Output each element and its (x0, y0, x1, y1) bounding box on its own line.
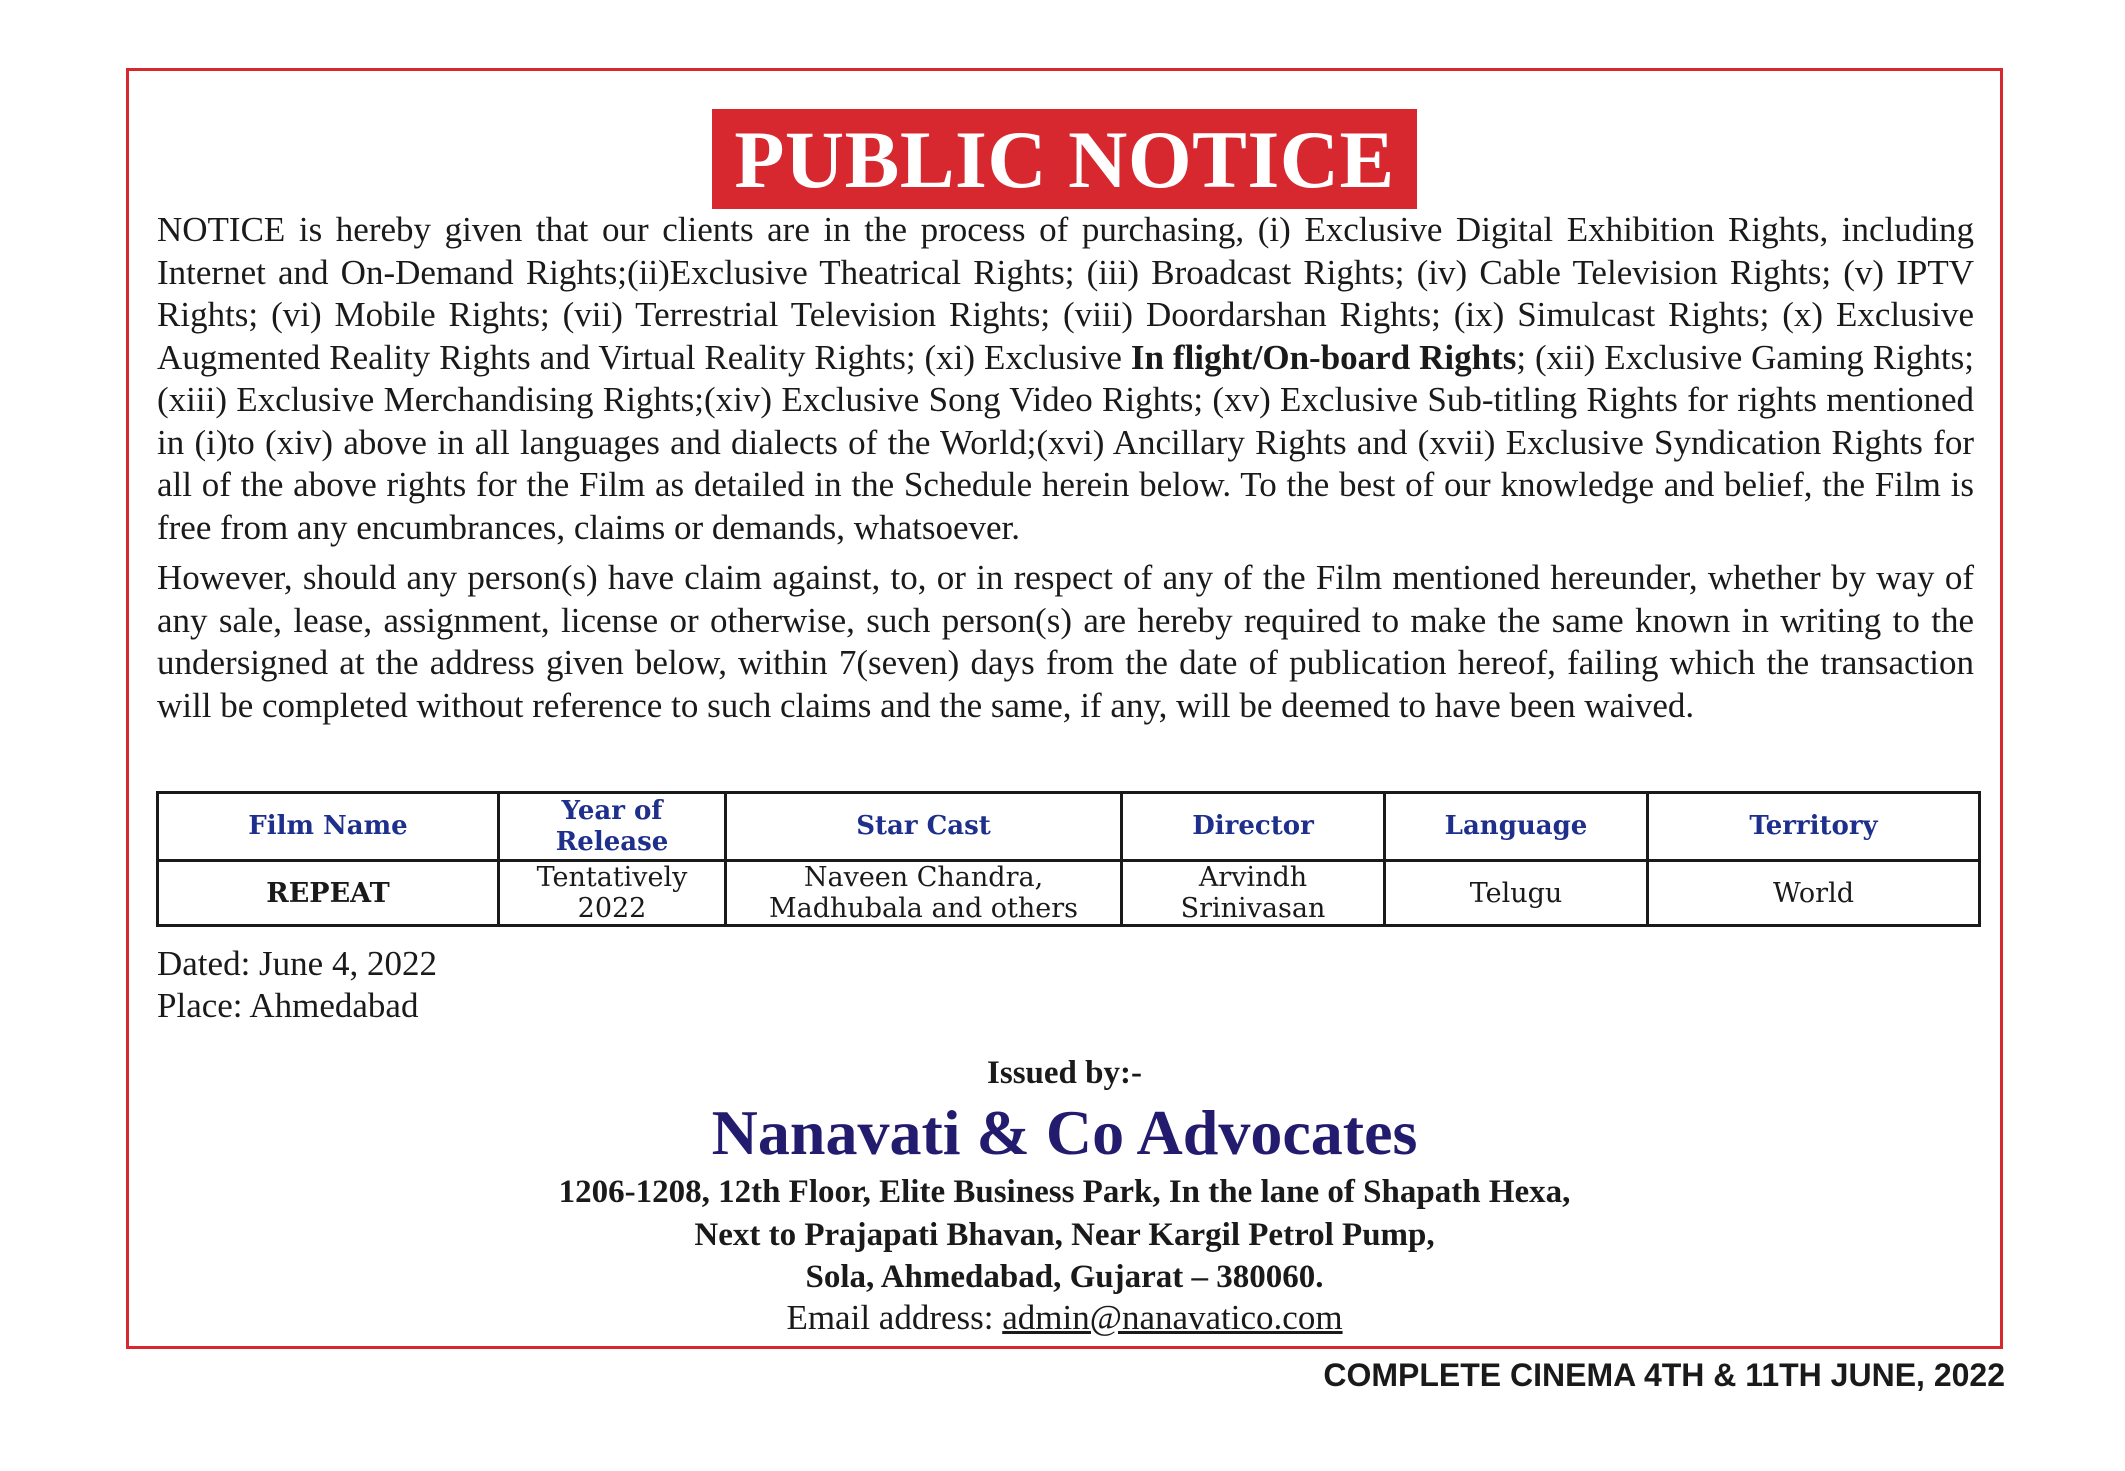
cell-year-of-release: Tentatively 2022 (499, 861, 726, 926)
header-film-name: Film Name (158, 793, 499, 861)
dated-text: Dated: June 4, 2022 (157, 944, 437, 983)
publication-footer: COMPLETE CINEMA 4TH & 11TH JUNE, 2022 (1323, 1357, 2005, 1393)
cell-film-name: REPEAT (158, 861, 499, 926)
place-text: Place: Ahmedabad (157, 986, 419, 1025)
paragraph-rights-part2: ; (xii) Exclusive Gaming Rights; (xiii) Exclusive Merchandising Rights;(xiv) Exclusive Song Video Rights; (xv) Exclusive Sub-titling Rights for rights mentioned in (i)to (xiv) above in all languages and dialects of the World;(xvi) Ancillary Rights and (xvii) Exclusive Syndication Rights for all of the above rights for the Film as detailed in the Schedule herein below. To the best of our knowledge and belief, the Film is free from any encumbrances, claims or demands, whatsoever. (157, 337, 1974, 547)
cell-star-cast: Naveen Chandra, Madhubala and others (726, 861, 1122, 926)
notice-frame (126, 68, 2003, 1349)
cell-director: Arvindh Srinivasan (1122, 861, 1385, 926)
paragraph-rights-bold: In flight/On-board Rights (1130, 337, 1517, 377)
paragraph-claims: However, should any person(s) have claim against, to, or in respect of any of the Film mentioned hereunder, whether by way of any sale, lease, assignment, license or otherwise, such person(s) are hereby required to make the same known in writing to the undersigned at the address given below, within 7(seven) days from the date of publication hereof, failing which the transaction will be completed without reference to such claims and the same, if any, will be deemed to have been waived. (157, 558, 1974, 725)
cell-language: Telugu (1385, 861, 1648, 926)
header-year-of-release: Year of Release (499, 793, 726, 861)
paragraph-rights (157, 209, 1974, 549)
table-row (158, 861, 1980, 926)
issued-by-label: Issued by:- (987, 1055, 1142, 1091)
date-place-block (157, 943, 437, 1027)
address-line-2: Next to Prajapati Bhavan, Near Kargil Petrol Pump, (694, 1216, 1435, 1253)
firm-address (129, 1171, 2000, 1299)
header-star-cast: Star Cast (726, 793, 1122, 861)
email-label: Email address: (786, 1298, 1003, 1337)
cell-territory: World (1648, 861, 1980, 926)
paragraph-rights-part1: NOTICE is hereby given that our clients are in the process of purchasing, (i) Exclusive Digital Exhibition Rights, including Internet and On-Demand Rights;(ii)Exclusive Theatrical Rights; (iii) Broadcast Rights; (iv) Cable Television Rights; (v) IPTV Rights; (vi) Mobile Rights; (vii) Terrestrial Television Rights; (viii) Doordarshan Rights; (ix) Simulcast Rights; (x) Exclusive Augmented Reality Rights and Virtual Reality Rights; (xi) Exclusive (157, 210, 1974, 377)
title-wrap (129, 109, 2000, 209)
header-territory: Territory (1648, 793, 1980, 861)
address-line-1: 1206-1208, 12th Floor, Elite Business Park, In the lane of Shapath Hexa, (558, 1174, 1571, 1210)
film-schedule-table (156, 791, 1981, 927)
email-link[interactable]: admin@nanavatico.com (1002, 1298, 1343, 1337)
notice-body (157, 209, 1974, 735)
table-header-row (158, 793, 1980, 861)
notice-title: PUBLIC NOTICE (712, 109, 1416, 209)
address-line-3: Sola, Ahmedabad, Gujarat – 380060. (805, 1259, 1324, 1295)
header-language: Language (1385, 793, 1648, 861)
header-director: Director (1122, 793, 1385, 861)
firm-name: Nanavati & Co Advocates (711, 1097, 1418, 1168)
email-line (129, 1298, 2000, 1338)
